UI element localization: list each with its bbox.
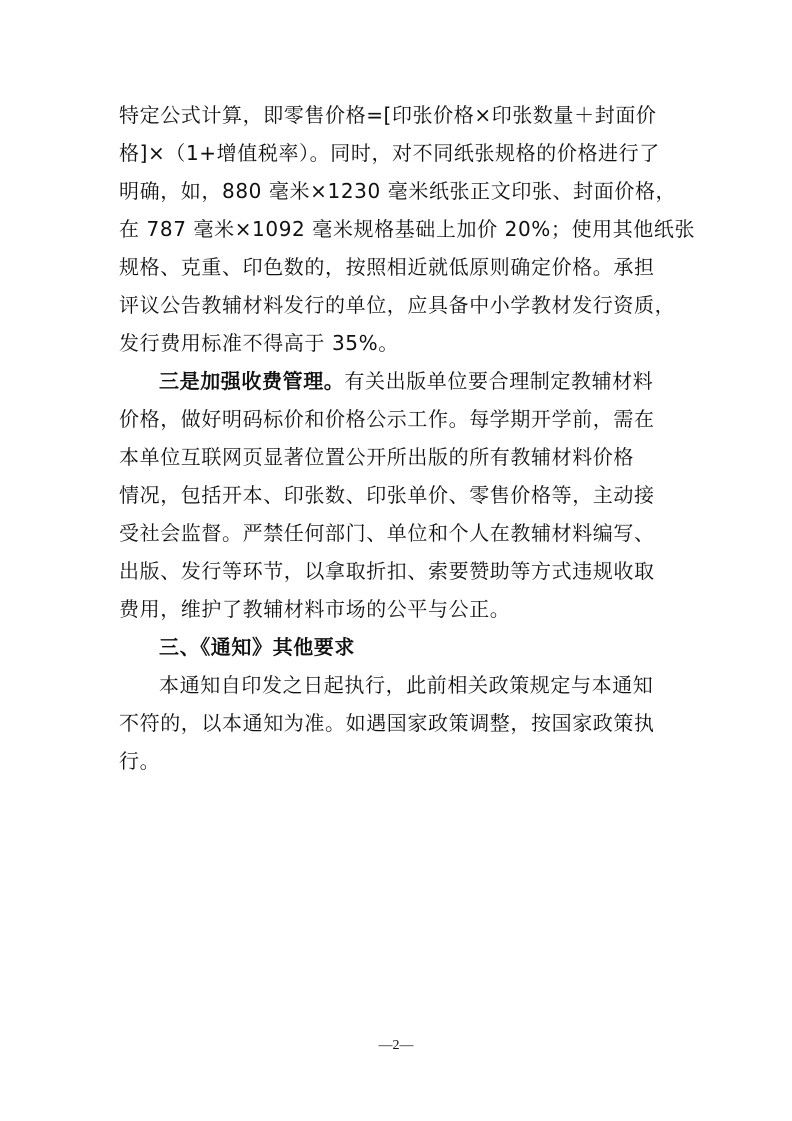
body-line: 价格，做好明码标价和价格公示工作。每学期开学前，需在 bbox=[119, 407, 655, 431]
section-heading: 三、《通知》其他要求 bbox=[159, 635, 355, 659]
body-line: 出版、发行等环节，以拿取折扣、索要赞助等方式违规收取 bbox=[119, 559, 655, 583]
paragraph-lead-bold: 三是加强收费管理。 bbox=[159, 369, 345, 393]
body-line: 不符的，以本通知为准。如遇国家政策调整，按国家政策执 bbox=[119, 711, 655, 735]
body-line: 情况，包括开本、印张数、印张单价、零售价格等，主动接 bbox=[119, 483, 655, 507]
body-line: 评议公告教辅材料发行的单位，应具备中小学教材发行资质， bbox=[119, 293, 676, 317]
body-line: 格]×（1+增值税率）。同时，对不同纸张规格的价格进行了 bbox=[119, 141, 660, 165]
page-number: —2— bbox=[378, 1038, 414, 1053]
body-line: 本单位互联网页显著位置公开所出版的所有教辅材料价格 bbox=[119, 445, 634, 469]
body-line: 费用，维护了教辅材料市场的公平与公正。 bbox=[119, 597, 511, 621]
body-line: 在 787 毫米×1092 毫米规格基础上加价 20%；使用其他纸张 bbox=[119, 217, 696, 241]
body-line: 行。 bbox=[119, 749, 161, 773]
paragraph-first-line bbox=[159, 367, 679, 395]
body-line: 规格、克重、印色数的，按照相近就低原则确定价格。承担 bbox=[119, 255, 655, 279]
body-line: 受社会监督。严禁任何部门、单位和个人在教辅材料编写、 bbox=[119, 521, 655, 545]
body-line: 特定公式计算，即零售价格=[印张价格×印张数量＋封面价 bbox=[119, 103, 657, 127]
body-line: 本通知自印发之日起执行，此前相关政策规定与本通知 bbox=[159, 673, 654, 697]
body-line: 发行费用标准不得高于 35%。 bbox=[119, 331, 399, 355]
body-line: 明确，如，880 毫米×1230 毫米纸张正文印张、封面价格， bbox=[119, 179, 677, 203]
paragraph-first-text: 有关出版单位要合理制定教辅材料 bbox=[344, 369, 654, 393]
